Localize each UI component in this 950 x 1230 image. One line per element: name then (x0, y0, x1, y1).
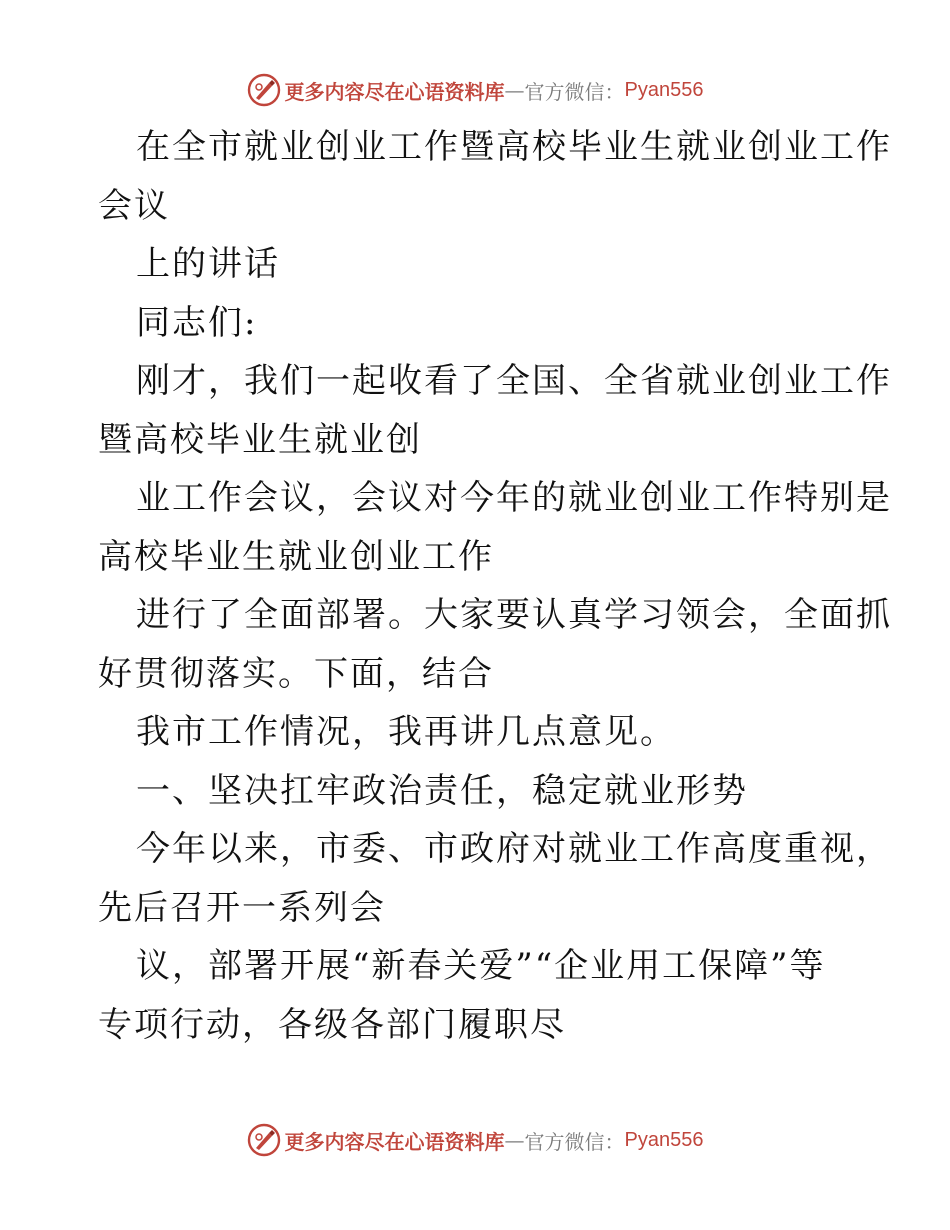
document-line: 刚才，我们一起收看了全国、全省就业创业工作 (136, 361, 892, 401)
document-line: 进行了全面部署。大家要认真学习领会，全面抓 (136, 595, 892, 635)
banner-brand: 更多内容尽在心语资料库 (284, 79, 505, 104)
document-line: 先后召开一系列会 (98, 887, 386, 928)
banner-wechat-id: Pyan556 (624, 1128, 704, 1151)
document-line: 会议 (98, 185, 170, 226)
document-line: 暨高校毕业生就业创 (98, 419, 422, 460)
pen-logo-icon (247, 73, 281, 107)
header-banner (0, 70, 950, 110)
document-line: 专项行动，各级各部门履职尽 (98, 1004, 566, 1045)
footer-banner (0, 1120, 950, 1160)
document-line: 议，部署开展“新春关爱”“企业用工保障”等 (136, 946, 826, 986)
document-line: 同志们: (136, 302, 258, 343)
document-line: 一、坚决扛牢政治责任，稳定就业形势 (136, 770, 748, 811)
banner-brand: 更多内容尽在心语资料库 (284, 1129, 505, 1154)
document-line: 今年以来，市委、市政府对就业工作高度重视， (136, 829, 892, 869)
document-body (98, 118, 892, 1054)
document-line: 我市工作情况，我再讲几点意见。 (136, 712, 676, 752)
document-line: 好贯彻落实。下面，结合 (98, 653, 494, 694)
document-line: 上的讲话 (136, 244, 280, 284)
pen-logo-icon (247, 1123, 281, 1157)
document-line: 高校毕业生就业创业工作 (98, 536, 494, 577)
document-line: 业工作会议，会议对今年的就业创业工作特别是 (136, 478, 892, 518)
banner-dash: — (504, 78, 525, 102)
banner-dash: — (504, 1128, 525, 1152)
banner-wechat-id: Pyan556 (624, 78, 704, 101)
banner-official-label: 官方微信： (524, 1129, 625, 1154)
document-line: 在全市就业创业工作暨高校毕业生就业创业工作 (136, 127, 892, 167)
banner-official-label: 官方微信： (524, 79, 625, 104)
